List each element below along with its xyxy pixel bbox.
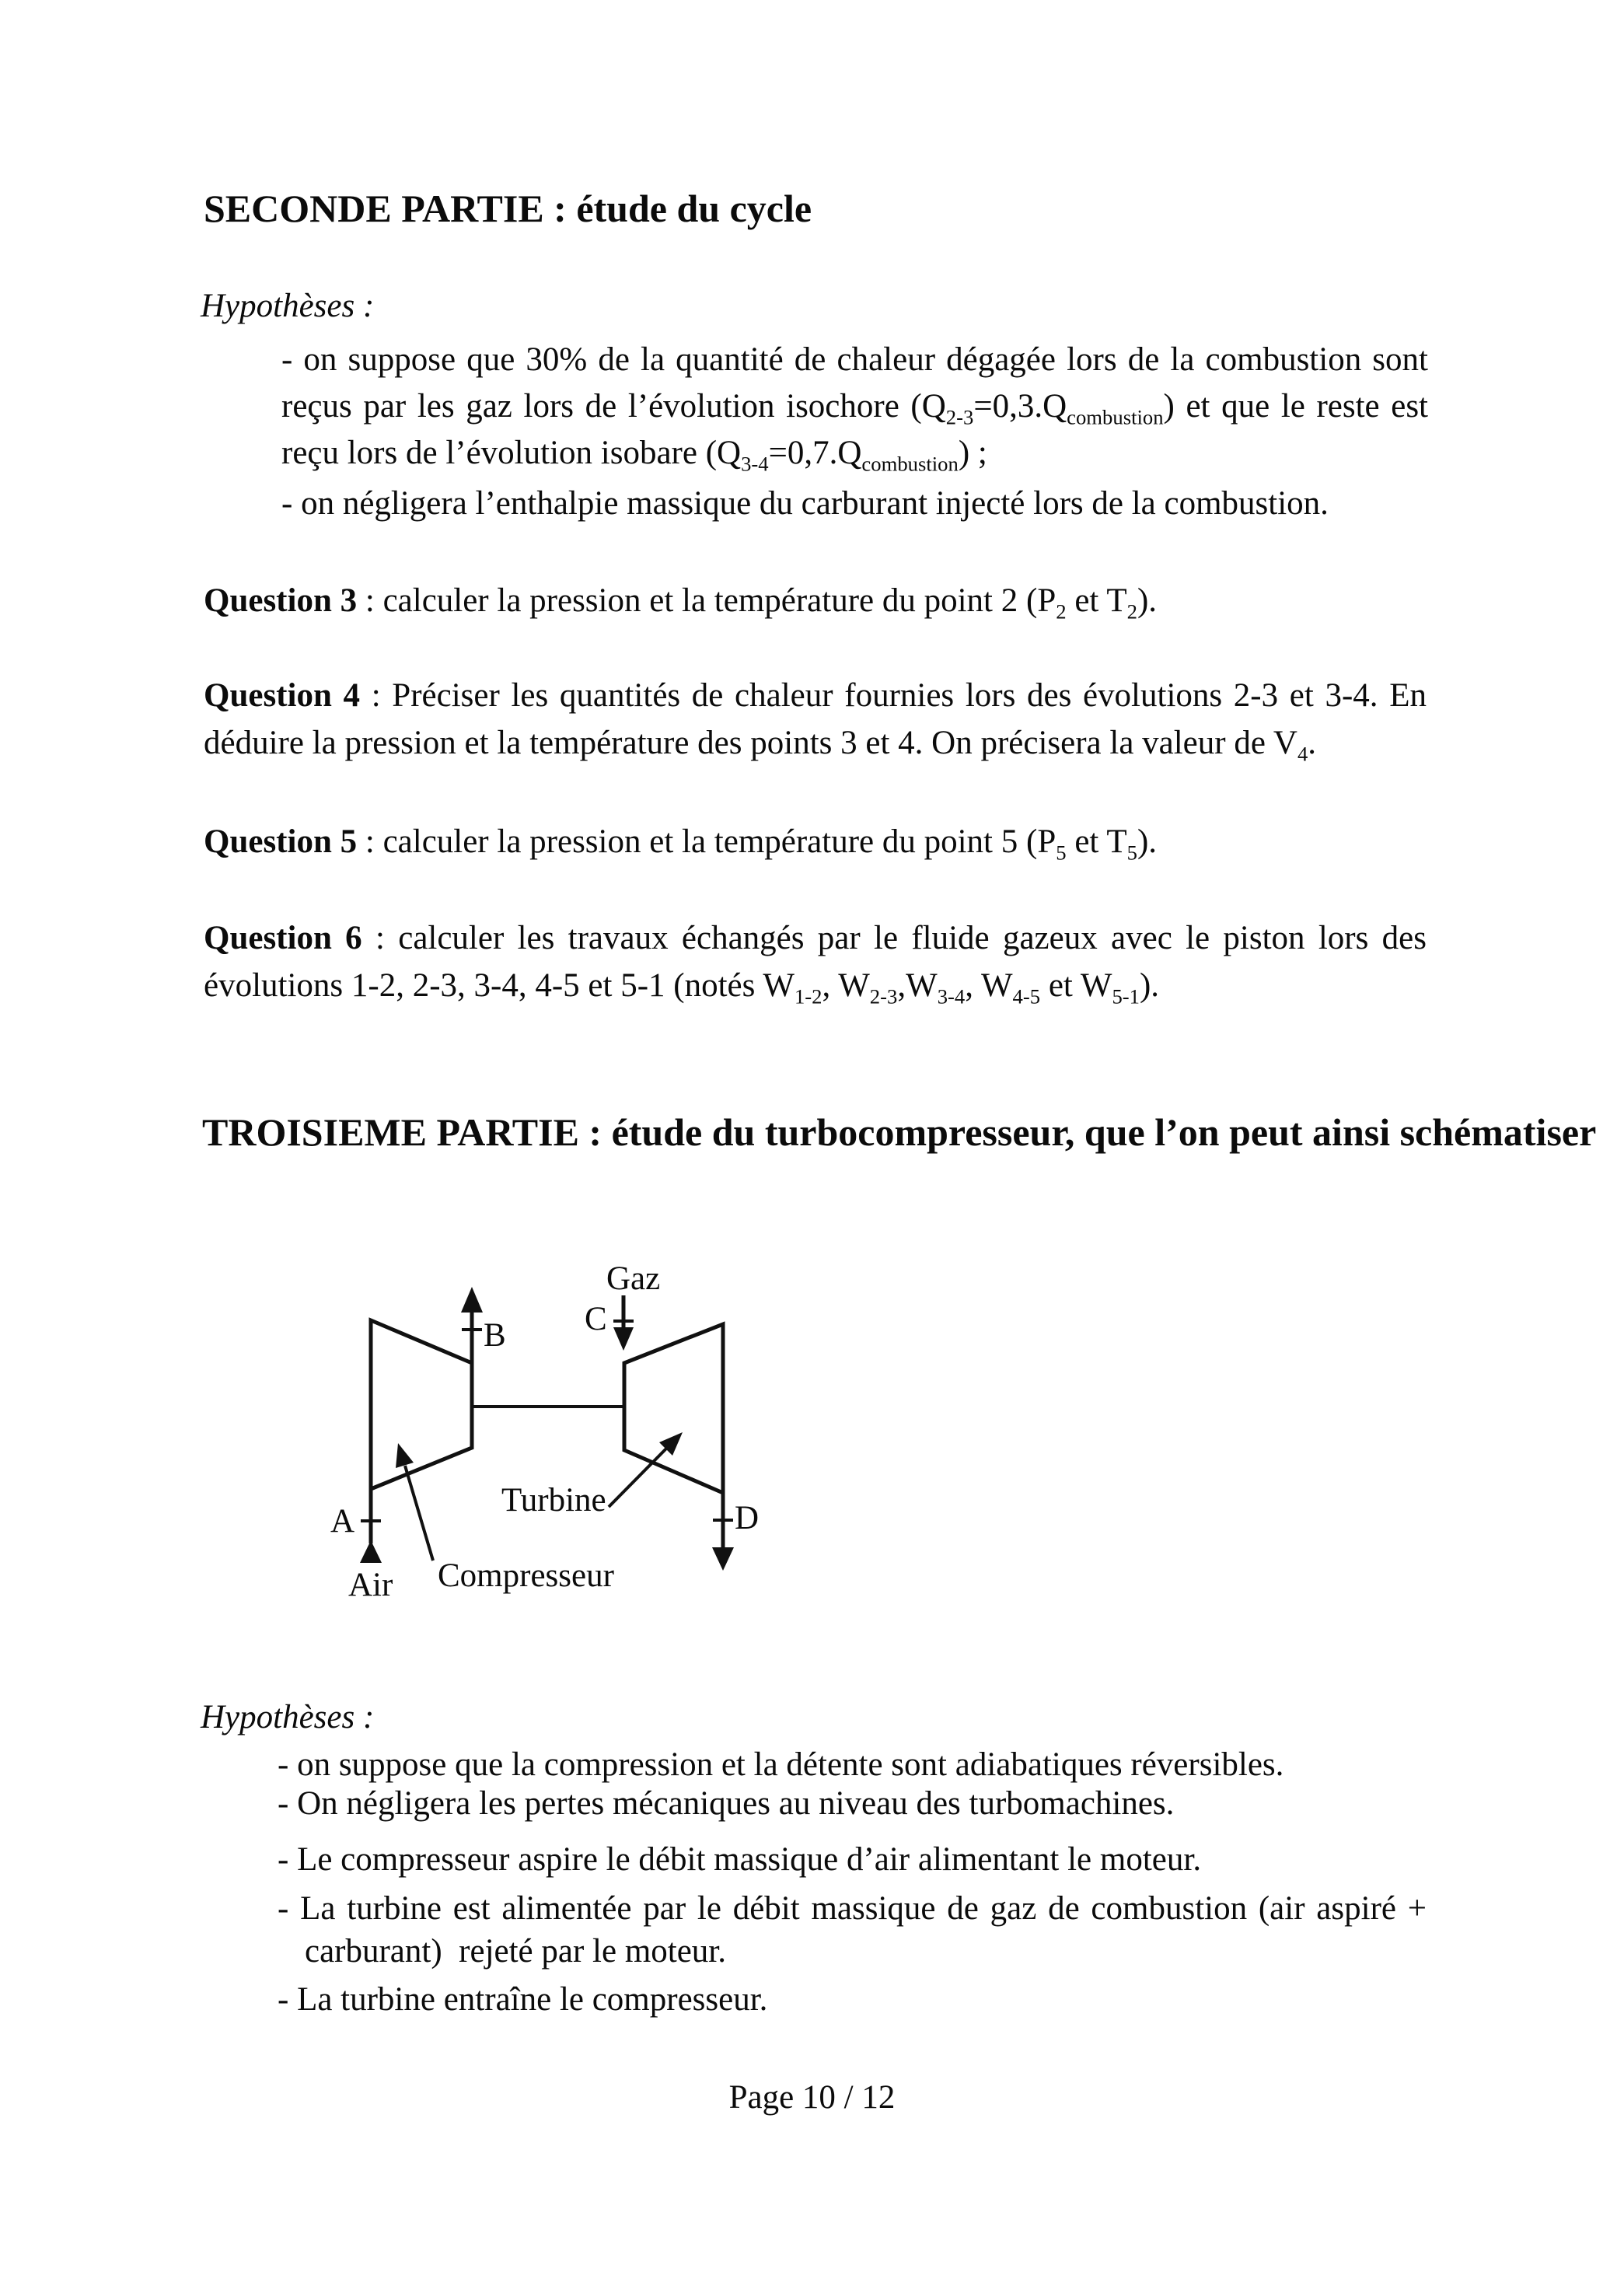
hypothesis-item: - on négligera l’enthalpie massique du carburant injecté lors de la combustion. [281,485,1329,522]
inlet-c-arrowhead-icon [613,1327,634,1351]
hypothesis-item: - on suppose que la compression et la détente sont adiabatiques réversibles. [278,1746,1284,1783]
point-d-label: D [735,1500,760,1536]
air-label: Air [348,1567,393,1603]
part2-title: SECONDE PARTIE : étude du cycle [204,187,812,230]
question-3: Question 3 : calculer la pression et la température du point 2 ($P_2$ et $T_2$). [204,582,1158,624]
turbocompressor-schematic-svg [311,1244,793,1610]
inlet-a-arrowhead-icon [360,1540,382,1563]
part3-title: TROISIEME PARTIE : étude du turbocompresseur, que l’on peut ainsi schématiser [202,1110,1597,1154]
compressor-label: Compresseur [438,1557,614,1594]
point-a-label: A [330,1503,355,1540]
hypothesis-item: - on suppose que 30% de la quantité de chaleur dégagée lors de la combustion sont reçus par les gaz lors de l’évolution isochore $(Q_{2-3}=0,3.Q_{combustion})$ et que le reste est reçu lors de l’évolution isobare $(Q_{3-4}=0,7.Q_{combustion})$ ; [281,341,1429,476]
hypothesis-item: - La turbine est alimentée par le débit massique de gaz de combustion (air aspiré + carburant) rejeté par le moteur. [278,1890,1427,1970]
outlet-d-arrowhead-icon [712,1547,734,1571]
hypothesis-item: - On négligera les pertes mécaniques au niveau des turbomachines. [278,1785,1175,1822]
turbine-label: Turbine [501,1482,606,1519]
turbine-body-shape [624,1324,723,1493]
page-number: Page 10 / 12 [728,2079,896,2116]
hypothesis-item: - Le compresseur aspire le débit massique d’air alimentant le moteur. [278,1841,1202,1878]
question-4: Question 4 : Préciser les quantités de chaleur fournies lors des évolutions 2-3 et 3-4. En déduire la pression et la température des points 3 et 4. On précisera la valeur de $V_4$. [204,677,1427,766]
part2-hypotheses-label: Hypothèses : [201,288,375,324]
turbocompressor-diagram [311,1244,793,1610]
hypothesis-item: - La turbine entraîne le compresseur. [278,1981,768,2018]
point-b-label: B [484,1317,506,1354]
point-c-label: C [585,1301,607,1337]
outlet-b-arrowhead-icon [461,1287,483,1313]
compressor-body-shape [371,1320,472,1489]
question-6: Question 6 : calculer les travaux échangés par le fluide gazeux avec le piston lors des évolutions 1-2, 2-3, 3-4, 4-5 et 5-1 (notés $W_{1-2}$, $W_{2-3},W_{3-4}$, $W_{4-5}$ et $W_{5-1}$). [204,920,1427,1008]
part3-hypotheses-label: Hypothèses : [201,1699,375,1735]
question-5: Question 5 : calculer la pression et la température du point 5 ($P_5$ et $T_5$). [204,823,1158,865]
compressor-callout-line [405,1466,433,1561]
compressor-callout-arrowhead-icon [396,1443,414,1468]
gas-label: Gaz [606,1260,661,1297]
